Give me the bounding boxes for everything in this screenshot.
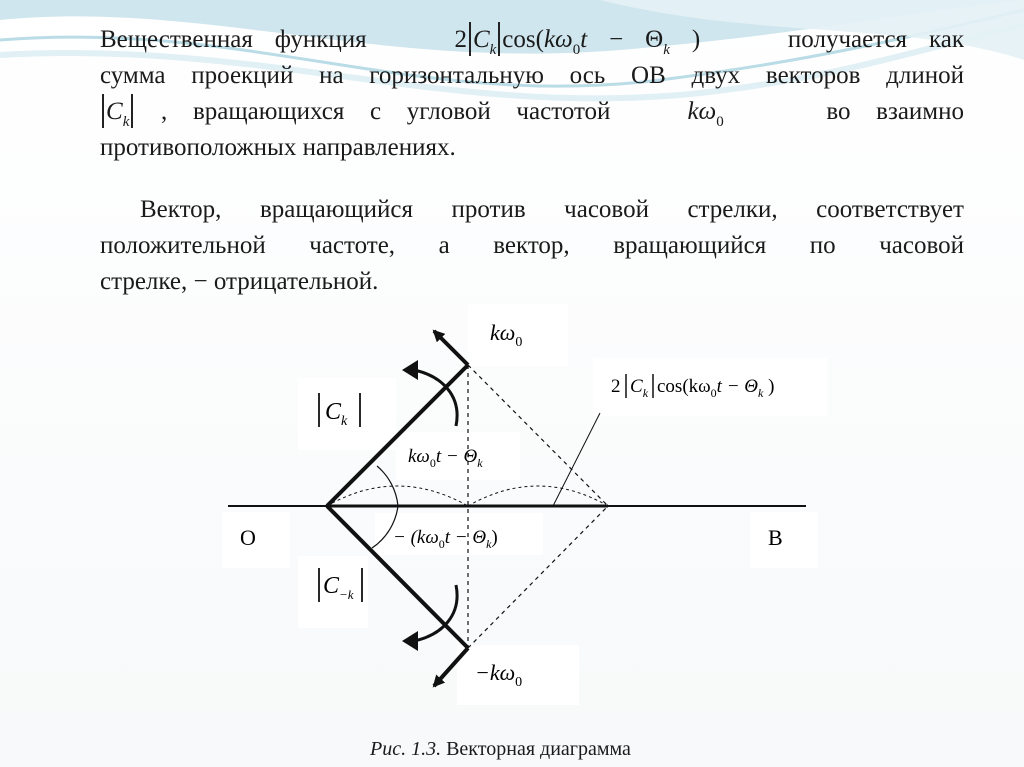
label-o: O [240, 525, 256, 550]
figure-caption [370, 738, 631, 761]
p1-text-b: получается как [787, 26, 964, 53]
svg-text:Ck: $C_k$ [325, 399, 348, 429]
label-neg-kw0: $-k\omega_0$ [475, 660, 523, 690]
p1-text-a: Вещественная функция [100, 26, 367, 53]
rotation-arrowhead-pos [402, 360, 418, 380]
rotation-arrowhead-neg [402, 631, 418, 651]
svg-text:cos(kω0t − Θk ): $\cos(k\omega_0t - \Theta_k$ ) [657, 376, 775, 400]
p2-line-3: стрелке, − отрицательной. [100, 268, 379, 295]
p2-line-1: Вектор, вращающийся против часовой стрелки, соответствует [140, 196, 964, 223]
label-b: B [768, 525, 783, 550]
label-kw0: $k\omega_0$ [490, 320, 523, 350]
p1-line-2: сумма проекций на горизонтальную ось OB двух векторов длиной [100, 62, 964, 89]
p1-text-c: , вращающихся с угловой частотой [161, 98, 611, 125]
o-label-box [222, 512, 290, 568]
label-angle-pos: $k\omega_0t - \Theta_k$ [408, 446, 483, 470]
caption-number: Рис. 1.3. [370, 738, 442, 760]
svg-text:2: 2 [611, 376, 621, 397]
dash-arc-2 [468, 486, 608, 506]
label-angle-neg: − $(k\omega_0t - \Theta_k)$ [393, 527, 498, 551]
p1-text-d: во взаимно [826, 98, 965, 125]
angle-arc-pos [377, 466, 398, 506]
p1-line-4: противоположных направлениях. [100, 134, 456, 161]
p1-line-3: $C_k$ , вращающихся с угловой частотой $k\omega_0$ во взаимно [100, 94, 964, 130]
sum-leader [553, 413, 600, 506]
arrow-kw0 [434, 331, 468, 365]
p2-line-2: положительной частоте, а вектор, вращающийся по часовой [100, 232, 964, 259]
b-label-box [750, 512, 818, 568]
caption-text: Векторная диаграмма [446, 738, 631, 760]
label-sum [611, 374, 774, 400]
formula: 2 $C_k$ $\cos(k\omega_0t - \Theta_k$ ) [454, 26, 700, 53]
svg-text:Ck: $C_k$ [630, 376, 649, 400]
svg-text:C−k: $C_{-k}$ [323, 573, 354, 602]
